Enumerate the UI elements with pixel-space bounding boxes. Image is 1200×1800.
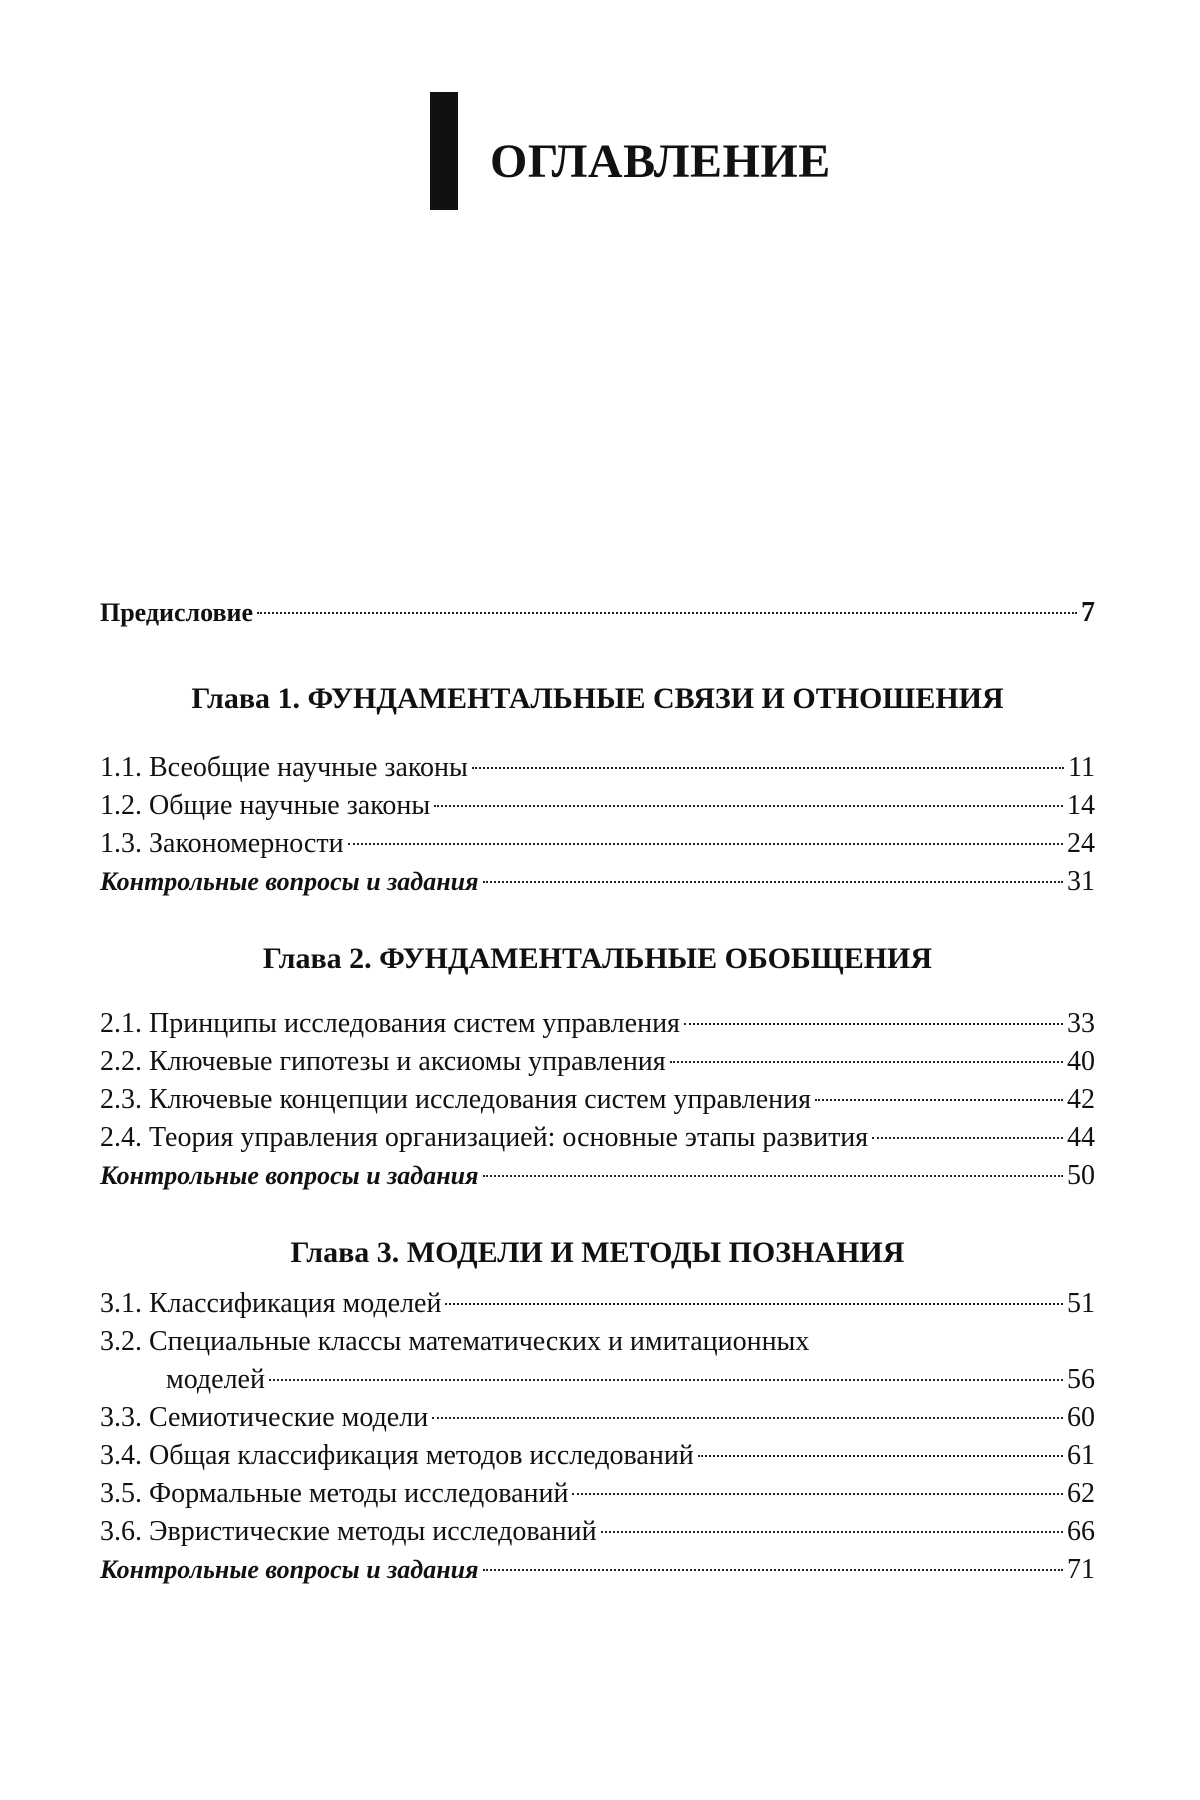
toc-entry-label: 2.4. Теория управления организацией: основные этапы развития xyxy=(100,1122,869,1153)
toc-entry-1-3[interactable] xyxy=(100,825,1095,863)
toc-entry-label: Контрольные вопросы и задания xyxy=(100,1161,479,1190)
toc-entry-label: 3.4. Общая классификация методов исследований xyxy=(100,1440,694,1471)
toc-entry-label: 1.3. Закономерности xyxy=(100,828,344,859)
toc-entry-page: 56 xyxy=(1067,1364,1095,1395)
toc-entry-questions-1[interactable] xyxy=(100,863,1095,901)
page-title: ОГЛАВЛЕНИЕ xyxy=(490,134,831,188)
dot-leader xyxy=(483,1175,1064,1177)
toc-entry-page: 44 xyxy=(1067,1122,1095,1153)
toc-entry-page: 33 xyxy=(1067,1008,1095,1039)
toc-entry-1-2[interactable] xyxy=(100,787,1095,825)
dot-leader xyxy=(572,1493,1063,1495)
dot-leader xyxy=(483,881,1064,883)
chapter-heading-1: Глава 1. ФУНДАМЕНТАЛЬНЫЕ СВЯЗИ И ОТНОШЕНИЯ xyxy=(191,682,1004,715)
dot-leader xyxy=(815,1099,1063,1101)
dot-leader xyxy=(601,1531,1063,1533)
toc-entry-page: 71 xyxy=(1067,1554,1095,1585)
chapter-heading-3: Глава 3. МОДЕЛИ И МЕТОДЫ ПОЗНАНИЯ xyxy=(290,1236,905,1269)
toc-entry-1-1[interactable] xyxy=(100,749,1095,787)
toc-entry-2-2[interactable] xyxy=(100,1043,1095,1081)
dot-leader xyxy=(445,1303,1063,1305)
toc-entry-label: 3.3. Семиотические модели xyxy=(100,1402,429,1433)
toc-entry-questions-3[interactable] xyxy=(100,1551,1095,1589)
toc-entry-label: Контрольные вопросы и задания xyxy=(100,867,479,896)
toc-entry-3-2[interactable] xyxy=(100,1361,1095,1399)
toc-entry-label: Контрольные вопросы и задания xyxy=(100,1555,479,1584)
toc-entry-label: 3.6. Эвристические методы исследований xyxy=(100,1516,597,1547)
toc-entry-preface[interactable] xyxy=(100,594,1095,632)
dot-leader xyxy=(348,843,1063,845)
toc-entry-page: 24 xyxy=(1067,828,1095,859)
dot-leader xyxy=(257,612,1077,614)
chapter-heading-2: Глава 2. ФУНДАМЕНТАЛЬНЫЕ ОБОБЩЕНИЯ xyxy=(262,942,933,975)
dot-leader xyxy=(432,1417,1063,1419)
dot-leader xyxy=(670,1061,1063,1063)
dot-leader xyxy=(269,1379,1063,1381)
toc-entry-page: 11 xyxy=(1068,752,1095,783)
toc-entry-page: 50 xyxy=(1067,1160,1095,1191)
toc-entry-3-2-first-line[interactable]: 3.2. Специальные классы математических и имитационных xyxy=(100,1326,810,1357)
toc-entry-label: 2.1. Принципы исследования систем управления xyxy=(100,1008,680,1039)
toc-entry-label: 3.5. Формальные методы исследований xyxy=(100,1478,569,1509)
toc-entry-page: 31 xyxy=(1067,866,1095,897)
toc-entry-2-1[interactable] xyxy=(100,1005,1095,1043)
toc-entry-label: моделей xyxy=(166,1364,265,1395)
dot-leader xyxy=(684,1023,1063,1025)
toc-entry-2-3[interactable] xyxy=(100,1081,1095,1119)
toc-entry-page: 7 xyxy=(1081,597,1095,628)
toc-entry-3-4[interactable] xyxy=(100,1437,1095,1475)
dot-leader xyxy=(434,805,1063,807)
toc-entry-label: Предисловие xyxy=(100,598,254,627)
toc-entry-3-1[interactable] xyxy=(100,1285,1095,1323)
page-header xyxy=(430,92,831,210)
dot-leader xyxy=(872,1137,1063,1139)
toc-entry-2-4[interactable] xyxy=(100,1119,1095,1157)
table-of-contents xyxy=(100,594,1095,1589)
toc-entry-page: 61 xyxy=(1067,1440,1095,1471)
dot-leader xyxy=(698,1455,1063,1457)
toc-entry-page: 51 xyxy=(1067,1288,1095,1319)
header-bar-decoration xyxy=(430,92,458,210)
toc-entry-page: 62 xyxy=(1067,1478,1095,1509)
toc-entry-3-3[interactable] xyxy=(100,1399,1095,1437)
dot-leader xyxy=(483,1569,1064,1571)
toc-entry-label: 2.2. Ключевые гипотезы и аксиомы управления xyxy=(100,1046,666,1077)
toc-entry-label: 3.1. Классификация моделей xyxy=(100,1288,442,1319)
toc-entry-label: 1.2. Общие научные законы xyxy=(100,790,431,821)
toc-entry-page: 66 xyxy=(1067,1516,1095,1547)
toc-entry-questions-2[interactable] xyxy=(100,1157,1095,1195)
toc-entry-label: 2.3. Ключевые концепции исследования систем управления xyxy=(100,1084,811,1115)
dot-leader xyxy=(472,767,1064,769)
toc-entry-page: 14 xyxy=(1067,790,1095,821)
toc-entry-page: 60 xyxy=(1067,1402,1095,1433)
toc-entry-3-5[interactable] xyxy=(100,1475,1095,1513)
toc-entry-page: 42 xyxy=(1067,1084,1095,1115)
toc-entry-label: 1.1. Всеобщие научные законы xyxy=(100,752,468,783)
toc-entry-3-6[interactable] xyxy=(100,1513,1095,1551)
toc-entry-page: 40 xyxy=(1067,1046,1095,1077)
